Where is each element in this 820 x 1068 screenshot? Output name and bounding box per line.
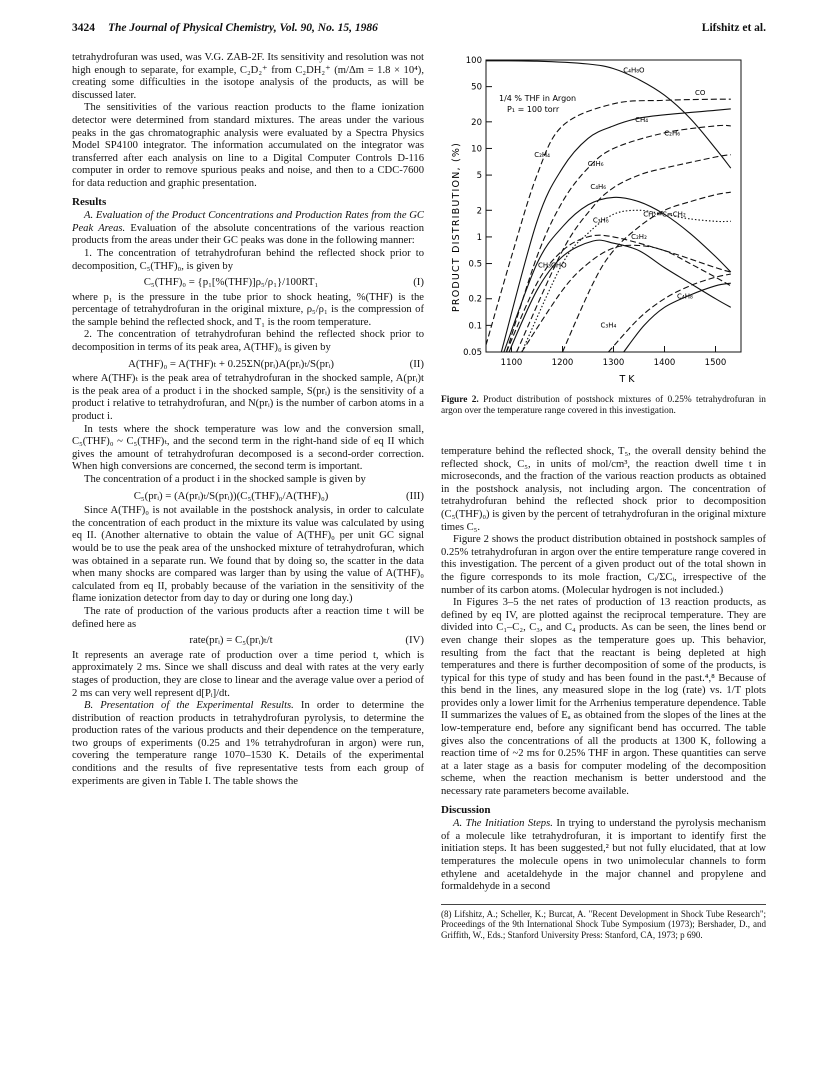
figure-2 [441, 52, 766, 387]
y-tick-label: 0.5 [468, 259, 482, 270]
left-column [72, 52, 424, 788]
footnote: (8) Lifshitz, A.; Scheller, K.; Burcat, A. "Recent Development in Shock Tube Research"; Proceedings of the 9th International Shock Tube Symposium (1973); Bershader, D., and Griffith, W., Eds.; Stanford University Press: Stanford, CA, 1973; p 690. [441, 904, 766, 941]
journal-title: The Journal of Physical Chemistry, Vol. 90, No. 15, 1986 [108, 22, 378, 34]
paragraph-section-b [72, 700, 424, 788]
y-tick-label: 1 [476, 232, 482, 243]
y-tick-label: 0.2 [468, 294, 482, 305]
y-tick-label: 2 [476, 206, 482, 217]
series-label: C₂H₄ [534, 151, 550, 160]
product-distribution-chart [441, 52, 766, 387]
section-heading-results: Results [72, 195, 107, 208]
series-line-ch4 [506, 125, 730, 352]
series-line-c3h6 [504, 197, 731, 352]
paragraph: The concentration of a product i in the shocked sample is given by [84, 474, 366, 485]
series-line-ch3cho [506, 232, 730, 352]
equation-text: C₅(prᵢ) = (A(prᵢ)ₜ/S(prᵢ))(C₅(THF)₀/A(THF)₀) [133, 489, 329, 502]
paragraph: The sensitivities of the various reaction products to the flame ionization detector were determined from standard mixtures. The areas under the various peaks in the gas chromatographic analysis were evaluated by a Spectra Physics Model SP4100 integrator. The information accumulated on the integrator was transferred after each analysis on line to a Digital Computer Controls D-116 computer in order to remove spurious peaks and noise, and then to a CDC-7600 for data reduction and graphic presentation. [72, 102, 424, 189]
running-authors: Lifshitz et al. [701, 22, 766, 34]
condition-label-2: P₁ = 100 torr [507, 105, 560, 114]
list-item-2: 2. The concentration of tetrahydrofuran behind the reflected shock prior to decomposition in terms of its peak area, A(THF)₀ is given by [72, 329, 424, 354]
equation-1 [72, 276, 424, 289]
paragraph: The rate of production of the various products after a reaction time t will be defined here as [72, 605, 424, 630]
paragraph: In tests where the shock temperature was low and the conversion small, C₅(THF)₀ ~ C₅(THF)ₜ, and the second term in the right-hand side of eq II which gives the amount of tetrahydrofuran decomposed is a second-order correction. When high conversions are concerned, the second term is important. [72, 423, 424, 473]
equation-2 [72, 358, 424, 371]
equation-number: (II) [409, 357, 424, 370]
x-tick-label: 1400 [653, 358, 676, 368]
subsection-title: A. Evaluation of the Product Concentrations and Production Rates from the GC Peak Areas. [72, 210, 424, 234]
paragraph-text: In order to determine the distribution of reaction products in tetrahydrofuran pyrolysis, to determine the production rates of the various products and their dependence on the temperature, two groups of experiments (0.25 and 1% tetrahydrofuran in argon) were run, covering the temperature range 1070–1530 K. Details of the experimental conditions and the results of five representative tests from each group of experiments are given in Table I. The table shows the [72, 700, 424, 787]
equation-3 [72, 490, 424, 503]
paragraph-discussion-a [441, 818, 766, 894]
subsection-title: B. Presentation of the Experimental Results. [84, 700, 294, 712]
series-line-c2h6 [517, 155, 731, 352]
condition-label-1: 1/4 % THF in Argon [499, 94, 577, 103]
equation-number: (I) [413, 276, 424, 289]
series-line-c4h6 [509, 240, 731, 352]
equation-text: C₅(THF)₀ = {p₁[%(THF)]ρ₅/ρ₁}/100RT₁ [143, 276, 319, 289]
paragraph: where A(THF)ₜ is the peak area of tetrahydrofuran in the shocked sample, A(prᵢ)t is the peak area of a product i in the shocked sample, S(prᵢ) is the sensitivity of a product i relative to tetrahydrofuran, and N(prᵢ) is the number of carbon atoms in a product i. [72, 373, 424, 423]
equation-number: (III) [406, 489, 424, 502]
series-label: C₂H₂ [631, 232, 647, 241]
series-label: C₃H₄ [600, 321, 617, 330]
paragraph: Figure 2 shows the product distribution obtained in postshock samples of 0.25% tetrahydrofuran in argon over the entire temperature range covered in this investigation. The percent of a given product out of the total shown in the figure corresponds to its mole fraction, Cᵢ/ΣCᵢ, irrespective of the number of its carbon atoms. (Molecular hydrogen is not included.) [441, 534, 766, 596]
list-item-1: 1. The concentration of tetrahydrofuran behind the reflected shock prior to decomposition, C₅(THF)₀, is given by [72, 247, 424, 272]
series-label: CO [694, 89, 706, 98]
figure-label: Figure 2. [441, 395, 479, 405]
paragraph: temperature behind the reflected shock, T₅, the overall density behind the reflected shock, C₅, in units of mol/cm³, the reaction dwell time t in microseconds, and the fraction of the various reaction products as obtained in the postshock analysis, not including argon. The concentration of tetrahydrofuran behind the reflected shock prior to decomposition (C₅(THF)₀) is given by the percent of tetrahydrofuran in the original mixture times C₅. [441, 446, 766, 533]
y-tick-label: 5 [476, 171, 482, 182]
paragraph-text: Evaluation of the absolute concentrations of the various reaction products from the areas under their GC peaks was done in the following manner: [72, 222, 425, 247]
series-label: C₂H₆ [664, 129, 681, 138]
series-line-ch2-c-ch2 [522, 210, 731, 352]
figure-caption [441, 395, 766, 417]
equation-text: A(THF)₀ = A(THF)ₜ + 0.25ΣN(prᵢ)A(prᵢ)ₜ/S(prᵢ) [128, 357, 334, 370]
paragraph: where p₁ is the pressure in the tube prior to shock heating, %(THF) is the percentage of tetrahydrofuran in the original mixture, ρ₅/ρ₁ is the compression of the sample behind the reflected shock, and T₁ is the room temperature. [72, 291, 424, 328]
paragraph: In Figures 3–5 the net rates of production of 13 reaction products, as defined by eq IV, are plotted against the reciprocal temperature. They are divided into C₁–C₂, C₃, and C₄ products. As can be seen, the lines bend or even change their slopes as the temperature goes up. This behavior, resulting from the fact that the reactant is being depleted at high temperatures and there is further decomposition of some of the products, is typical for this type of study and has been found in the past.⁴,⁸ Because of this bend in the lines, any measured slope in the log (rate) vs. 1/T plots provides only a lower limit for the Arrhenius temperature dependence. Table II summarizes the values of Eₐ as obtained from the slopes of the lines at the low-temperature end, before any significant bend has occurred. The table gives also the concentrations of all the products at 1300 K, following a reaction time of ~2 ms for 0.25% THF in argon. These quantities can serve at a later stage as a basis for computer modeling of the decomposition scheme, when the reaction mechanism is better understood and the necessary rate parameters become available. [441, 597, 766, 798]
y-tick-label: 100 [465, 56, 482, 66]
x-tick-label: 1100 [500, 358, 523, 368]
paragraph: Since A(THF)₀ is not available in the postshock analysis, in order to calculate the concentration of each product in the mixture its value was calculated by using eq II. (Another alternative to obtain the value of A(THF)₀ per unit GC signal would be to use the peak area of the unshocked mixture of tetrahydrofuran, which was obtained in a separate run. We found that by doing so, the scatter in the data when many shocks are compared was larger than by using the value of A(THF)₀ calculated from eq II, probably because of the variation in the sensitivity of the flame ionization detector from day to day or during one long day.) [72, 505, 424, 605]
series-label: C₃H₆ [587, 160, 604, 169]
y-axis-label: PRODUCT DISTRIBUTION, (%) [451, 141, 462, 313]
y-tick-label: 20 [471, 117, 482, 128]
paragraph: It represents an average rate of production over a time period t, which is approximately 2 ms. Since we shall discuss and deal with rates at the very early stages of production, they are close to linear and the average value over a period of 2 ms can very well represent d[Pᵢ]/dt. [72, 649, 424, 699]
series-label: CH₃CHO [537, 261, 567, 270]
subsection-title: A. The Initiation Steps. [453, 818, 553, 830]
paragraph-section-a [72, 210, 424, 248]
series-label: C₄H₆ [590, 182, 607, 191]
paragraph: tetrahydrofuran was used, was V.G. ZAB-2F. Its sensitivity and resolution was not high enough to separate, for example, C₂D₂⁺ from C₂DH₂⁺ (m/Δm = 1.8 × 10⁴), creating some difficulties in the isotope analysis of the products, as will be discussed later. [72, 52, 424, 101]
equation-number: (IV) [405, 634, 424, 647]
caption-text: Product distribution of postshock mixtures of 0.25% tetrahydrofuran in argon over the temperature range covered in this investigation. [441, 395, 766, 416]
series-label: C₃H₆ [592, 216, 609, 225]
x-tick-label: 1500 [704, 358, 727, 368]
series-label: CH₄ [635, 115, 649, 124]
y-tick-label: 10 [471, 144, 482, 155]
y-tick-label: 0.1 [468, 321, 482, 332]
right-column [441, 446, 766, 941]
page-number: 3424 [72, 22, 95, 34]
x-tick-label: 1300 [602, 358, 625, 368]
y-tick-label: 50 [471, 82, 482, 93]
x-tick-label: 1200 [551, 358, 574, 368]
y-tick-label: 0.05 [463, 348, 482, 358]
x-axis-label: T K [619, 374, 635, 385]
series-label: CH₂=C=CH₂ [643, 210, 686, 219]
series-label: C₄H₈O [623, 66, 645, 75]
series-label: C₄H₈ [677, 292, 693, 301]
paragraph-text: In trying to understand the pyrolysis mechanism of a molecule like tetrahydrofuran, it is important to identify first the initiation steps. It has been suggested,² but not fully elucidated, that at low temperatures the molecule opens in two unimolecular channels to form ethylene and acetaldehyde in the major channel and propylene and formaldehyde in a second [441, 818, 766, 893]
series-line-c4h2 [608, 274, 730, 352]
series-line-c4h8o [486, 61, 731, 168]
equation-4 [72, 634, 424, 647]
equation-text: rate(prᵢ) = C₅(prᵢ)ₜ/t [189, 634, 273, 647]
running-header [72, 22, 766, 38]
series-line-c2h4 [501, 109, 731, 352]
section-heading-discussion: Discussion [441, 803, 491, 816]
